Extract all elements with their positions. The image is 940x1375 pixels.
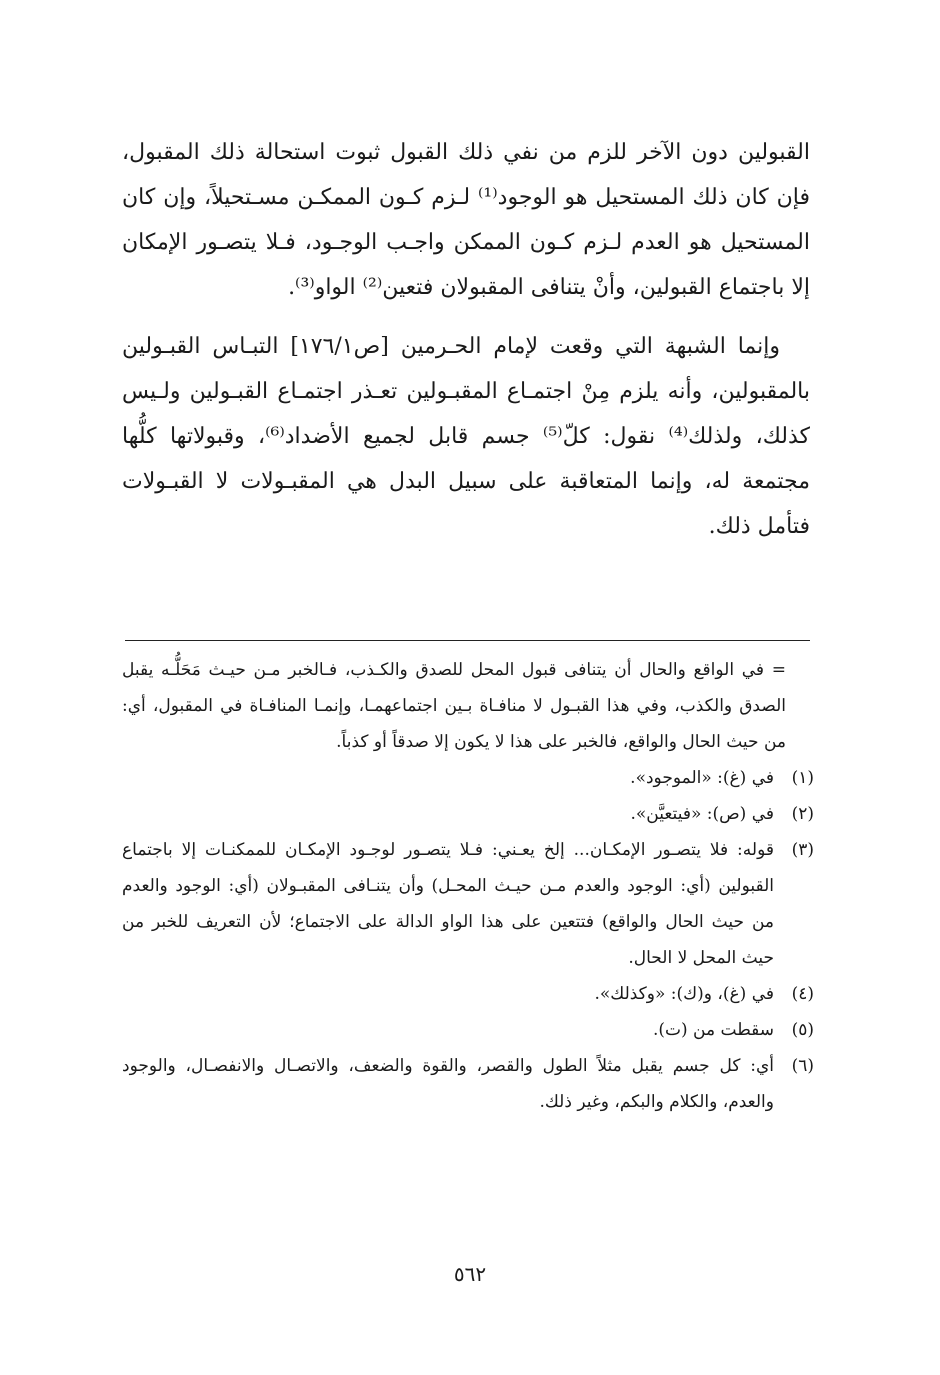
footnote-1 (122, 760, 814, 796)
footnote-continuation-text: = في الواقع والحال أن يتنافى قبول المحل للصدق والكـذب، فـالخبر مـن حيـث مَحَلُّـه يقبل الصدق والكذب، وفي هذا القبـول لا منافـاة بـين اجتماعهمـا، وإنمـا المنافـاة في المقبول، أي: من حيث الحال والواقع، فالخبر على هذا لا يكون إلا صدقاً أو كذباً. (122, 660, 786, 752)
footnote-2 (122, 796, 814, 832)
main-text (122, 130, 810, 549)
footnote-text: في (غ)، و(ك): «وكذلك». (594, 984, 774, 1004)
paragraph-1: القبولين دون الآخر للزم من نفي ذلك القبول ثبوت استحالة ذلك المقبول، فإن كان ذلك المستحيل هو الوجود⁽¹⁾ لـزم كـون الممكـن مسـتحيلاً، وإن كان المستحيل هو العدم لـزم كـون الممكن واجـب الوجـود، فـلا يتصـور الإمكان إلا باجتماع القبولين، وأنْ يتنافى المقبولان فتعين⁽²⁾ الواو⁽³⁾. (122, 140, 811, 300)
paragraph-2: وإنما الشبهة التي وقعت لإمام الحـرمين [ص١٧٦/١] التبـاس القبـولين بالمقبولين، وأنه يلزم مِنْ اجتمـاع المقبـولين تعـذر اجتمـاع القبـولين ولـيس كذلك، ولذلك⁽⁴⁾ نقول: كلّ⁽⁵⁾ جسم قابل لجميع الأضداد⁽⁶⁾، وقبولاتها كلُّها مجتمعة له، وإنما المتعاقبة على سبيل البدل هي المقبـولات لا القبـولات فتأمل ذلك. (122, 334, 811, 539)
footnote-number: (٣) (791, 840, 814, 860)
footnotes (122, 652, 814, 1120)
footnote-continuation (122, 652, 814, 760)
footnote-divider (125, 640, 810, 641)
footnote-3 (122, 832, 814, 976)
footnote-4 (122, 976, 814, 1012)
footnote-text: أي: كل جسم يقبل مثلاً الطول والقصر، والقوة والضعف، والاتصـال والانفصـال، والوجود والعدم، والكلام والبكم، وغير ذلك. (122, 1056, 774, 1112)
footnote-text: في (غ): «الموجود». (630, 768, 774, 788)
footnote-text: قوله: فلا يتصـور الإمكـان... إلخ يعـني: فـلا يتصـور لوجـود الإمكـان للممكنـات إلا باجتماع القبولين (أي: الوجود والعدم مـن حيـث المحـل) وأن يتنـافى المقبـولان (أي: الوجود والعدم من حيث الحال والواقع) فتتعين على هذا الواو الدالة على الاجتماع؛ لأن التعريف للخبر من حيث المحل لا الحال. (122, 840, 774, 968)
footnote-number: (٢) (791, 804, 814, 824)
footnote-number: (٥) (791, 1020, 814, 1040)
footnote-number: (١) (791, 768, 814, 788)
page-number: ٥٦٢ (453, 1262, 487, 1286)
footnote-number: (٦) (791, 1056, 814, 1076)
footnote-6 (122, 1048, 814, 1120)
footnote-text: سقطت من (ت). (652, 1020, 774, 1040)
footnote-number: (٤) (791, 984, 814, 1004)
footnote-5 (122, 1012, 814, 1048)
footnote-text: في (ص): «فيتعيَّن». (630, 804, 774, 824)
